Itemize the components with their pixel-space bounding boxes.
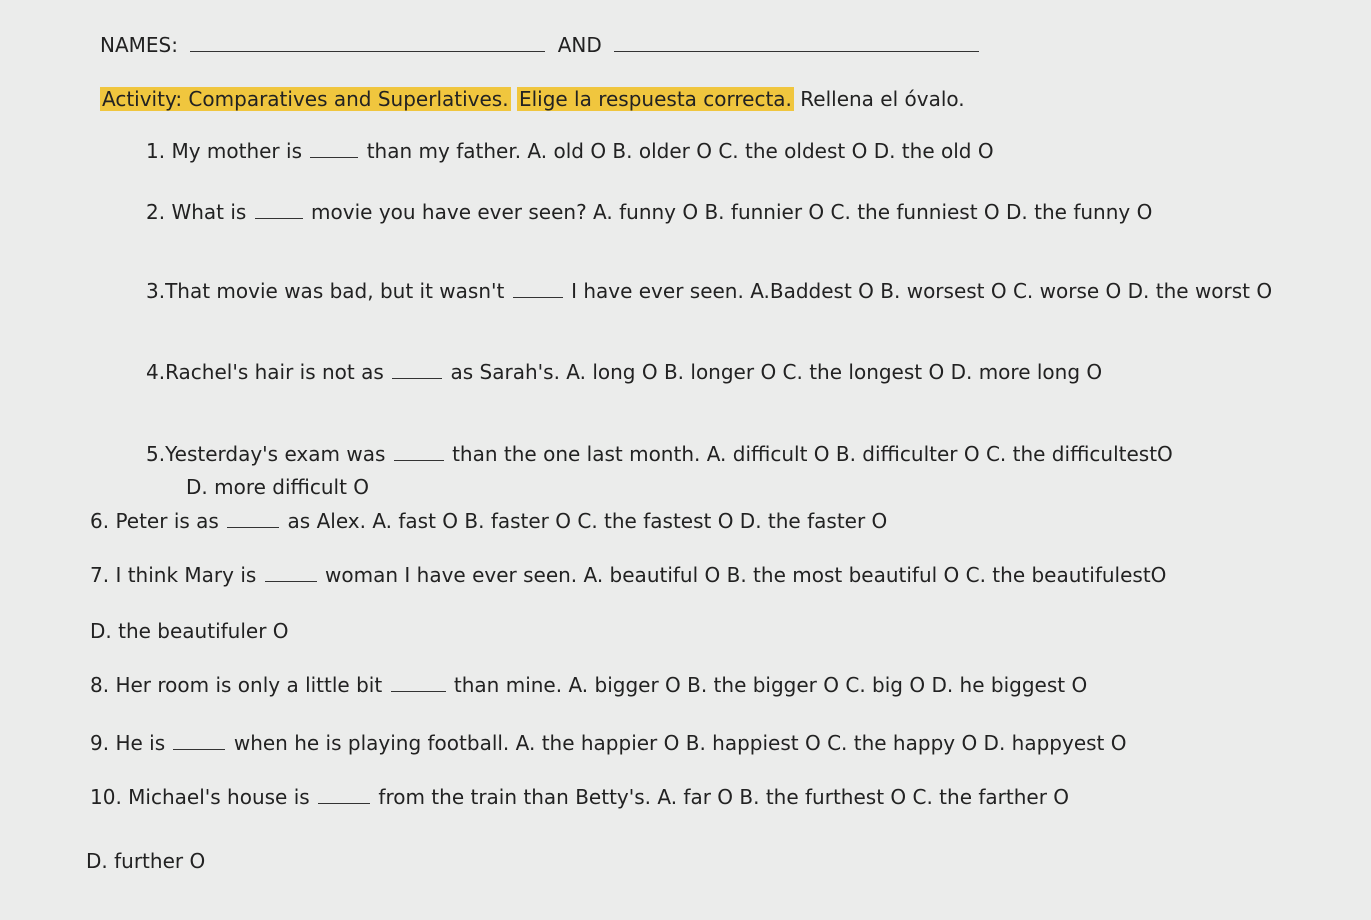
question-text: 6. Peter is as: [90, 509, 219, 533]
option-d: D. more difficult O: [186, 475, 370, 499]
question-text: 10. Michael's house is: [90, 785, 310, 809]
question-text: 1. My mother is: [146, 139, 302, 163]
answer-blank[interactable]: [391, 673, 446, 692]
question-1: [146, 138, 994, 164]
question-options: than my father. A. old O B. older O C. the oldest O D. the old O: [366, 139, 994, 163]
choose-instruction: Elige la respuesta correcta.: [518, 87, 792, 111]
question-text: 3.That movie was bad, but it wasn't: [146, 279, 505, 303]
question-5-continuation: [186, 474, 369, 500]
question-3: [146, 278, 1272, 304]
question-9: [90, 730, 1127, 756]
question-options: I have ever seen. A.Baddest O B. worsest O C. worse O D. the worst O: [571, 279, 1273, 303]
question-text: 8. Her room is only a little bit: [90, 673, 383, 697]
question-7: [90, 562, 1166, 588]
answer-blank[interactable]: [255, 200, 303, 219]
question-text: 2. What is: [146, 200, 247, 224]
answer-blank[interactable]: [513, 279, 563, 298]
question-text: 5.Yesterday's exam was: [146, 442, 386, 466]
question-2: [146, 199, 1152, 225]
names-label: NAMES:: [100, 33, 178, 57]
question-options: movie you have ever seen? A. funny O B. funnier O C. the funniest O D. the funny O: [311, 200, 1153, 224]
question-7-continuation: [90, 618, 289, 644]
option-d: D. further O: [86, 849, 206, 873]
question-options: from the train than Betty's. A. far O B. the furthest O C. the farther O: [378, 785, 1070, 809]
question-text: 9. He is: [90, 731, 166, 755]
answer-blank[interactable]: [265, 563, 317, 582]
question-4: [146, 359, 1102, 385]
answer-blank[interactable]: [394, 442, 444, 461]
question-options: woman I have ever seen. A. beautiful O B. the most beautiful O C. the beautifulestO: [325, 563, 1167, 587]
answer-blank[interactable]: [310, 139, 358, 158]
answer-blank[interactable]: [318, 785, 370, 804]
and-label: AND: [557, 33, 602, 57]
question-options: as Sarah's. A. long O B. longer O C. the longest O D. more long O: [450, 360, 1103, 384]
question-text: 4.Rachel's hair is not as: [146, 360, 384, 384]
name-blank-1[interactable]: [190, 33, 545, 52]
fill-instruction: Rellena el óvalo.: [800, 87, 965, 111]
option-d: D. the beautifuler O: [90, 619, 289, 643]
question-options: as Alex. A. fast O B. faster O C. the fastest O D. the faster O: [287, 509, 888, 533]
question-6: [90, 508, 887, 534]
question-options: than mine. A. bigger O B. the bigger O C. big O D. he biggest O: [453, 673, 1088, 697]
question-10: [90, 784, 1069, 810]
question-8: [90, 672, 1087, 698]
name-blank-2[interactable]: [614, 33, 979, 52]
names-row: [100, 32, 981, 58]
answer-blank[interactable]: [392, 360, 442, 379]
question-10-continuation: [86, 848, 205, 874]
answer-blank[interactable]: [173, 731, 225, 750]
question-options: when he is playing football. A. the happier O B. happiest O C. the happy O D. happyest O: [233, 731, 1127, 755]
activity-title: Activity: Comparatives and Superlatives.: [102, 87, 509, 111]
question-5: [146, 441, 1173, 467]
instructions-row: [100, 86, 965, 112]
question-text: 7. I think Mary is: [90, 563, 257, 587]
answer-blank[interactable]: [227, 509, 279, 528]
question-options: than the one last month. A. difficult O B. difficulter O C. the difficultestO: [452, 442, 1173, 466]
